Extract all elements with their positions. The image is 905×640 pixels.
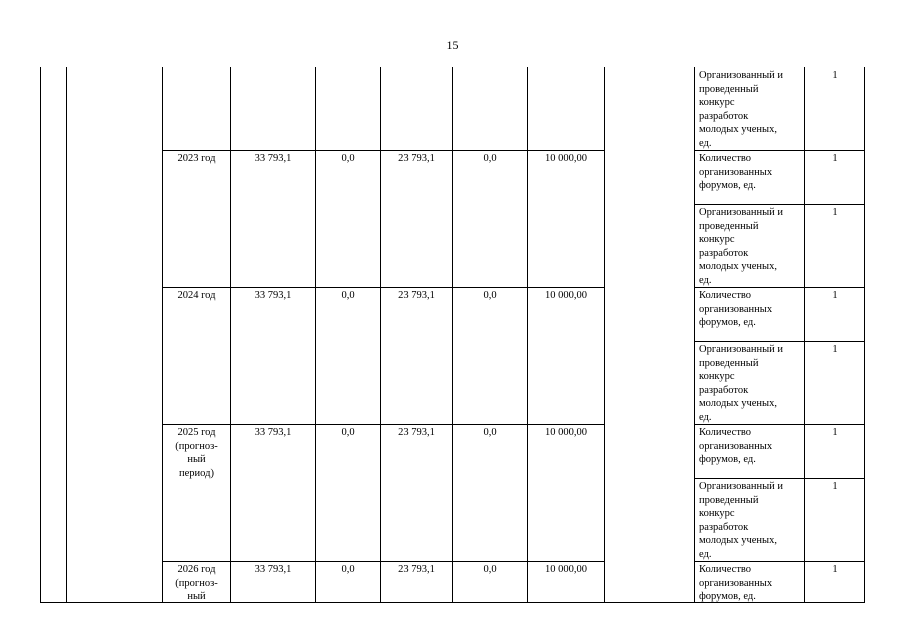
indicator-name: Количество организованных форумов, ед. [699,290,773,329]
value-cell: 23 793,1 [398,153,435,164]
column-divider [694,67,695,603]
indicator-name: Количество организованных форумов, ед. [699,153,773,192]
total-cell: 33 793,1 [254,153,292,164]
column-divider [380,67,381,603]
year-cell: 2025 год (прогноз- ный период) [175,427,218,479]
year-cell: 2024 год [177,290,216,301]
value-cell: 10 000,00 [545,564,587,575]
indicator-row-divider [694,478,865,479]
value-cell: 0,0 [341,290,355,301]
row-divider [162,424,604,425]
total-cell: 33 793,1 [254,564,292,575]
indicator-value: 1 [832,481,838,492]
indicator-value: 1 [832,290,838,301]
total-cell: 33 793,1 [254,427,292,438]
value-cell: 23 793,1 [398,564,435,575]
indicator-value: 1 [832,427,838,438]
value-cell: 0,0 [483,290,497,301]
table-border-right [864,67,865,603]
indicator-value: 1 [832,153,838,164]
indicator-row-divider [694,341,865,342]
value-cell: 23 793,1 [398,427,435,438]
row-divider [162,287,604,288]
indicator-name: Организованный и проведенный конкурс разработок молодых ученых, ед. [699,344,784,423]
year-cell: 2026 год (прогноз- ный [175,564,218,603]
indicator-name: Организованный и проведенный конкурс разработок молодых ученых, ед. [699,70,784,149]
value-cell: 10 000,00 [545,427,587,438]
row-divider [162,150,604,151]
value-cell: 10 000,00 [545,153,587,164]
value-cell: 10 000,00 [545,290,587,301]
indicator-name: Организованный и проведенный конкурс разработок молодых ученых, ед. [699,207,784,286]
value-cell: 23 793,1 [398,290,435,301]
value-cell: 0,0 [341,153,355,164]
indicator-value: 1 [832,207,838,218]
indicator-value: 1 [832,344,838,355]
row-divider [162,561,604,562]
page-number: 15 [446,38,459,52]
column-divider [230,67,231,603]
value-cell: 0,0 [341,564,355,575]
year-cell: 2023 год [177,153,216,164]
indicator-value: 1 [832,564,838,575]
column-divider [162,67,163,603]
column-divider [66,67,67,603]
column-divider [804,67,805,603]
value-cell: 0,0 [341,427,355,438]
column-divider [604,67,605,603]
value-cell: 0,0 [483,564,497,575]
indicator-value: 1 [832,70,838,81]
indicator-name: Количество организованных форумов, ед. [699,427,773,466]
value-cell: 0,0 [483,153,497,164]
indicator-name: Организованный и проведенный конкурс разработок молодых ученых, ед. [699,481,784,560]
column-divider [315,67,316,603]
total-cell: 33 793,1 [254,290,292,301]
indicator-row-divider [694,204,865,205]
indicator-name: Количество организованных форумов, ед. [699,564,773,603]
column-divider [452,67,453,603]
column-divider [527,67,528,603]
value-cell: 0,0 [483,427,497,438]
table-border-left [40,67,41,603]
